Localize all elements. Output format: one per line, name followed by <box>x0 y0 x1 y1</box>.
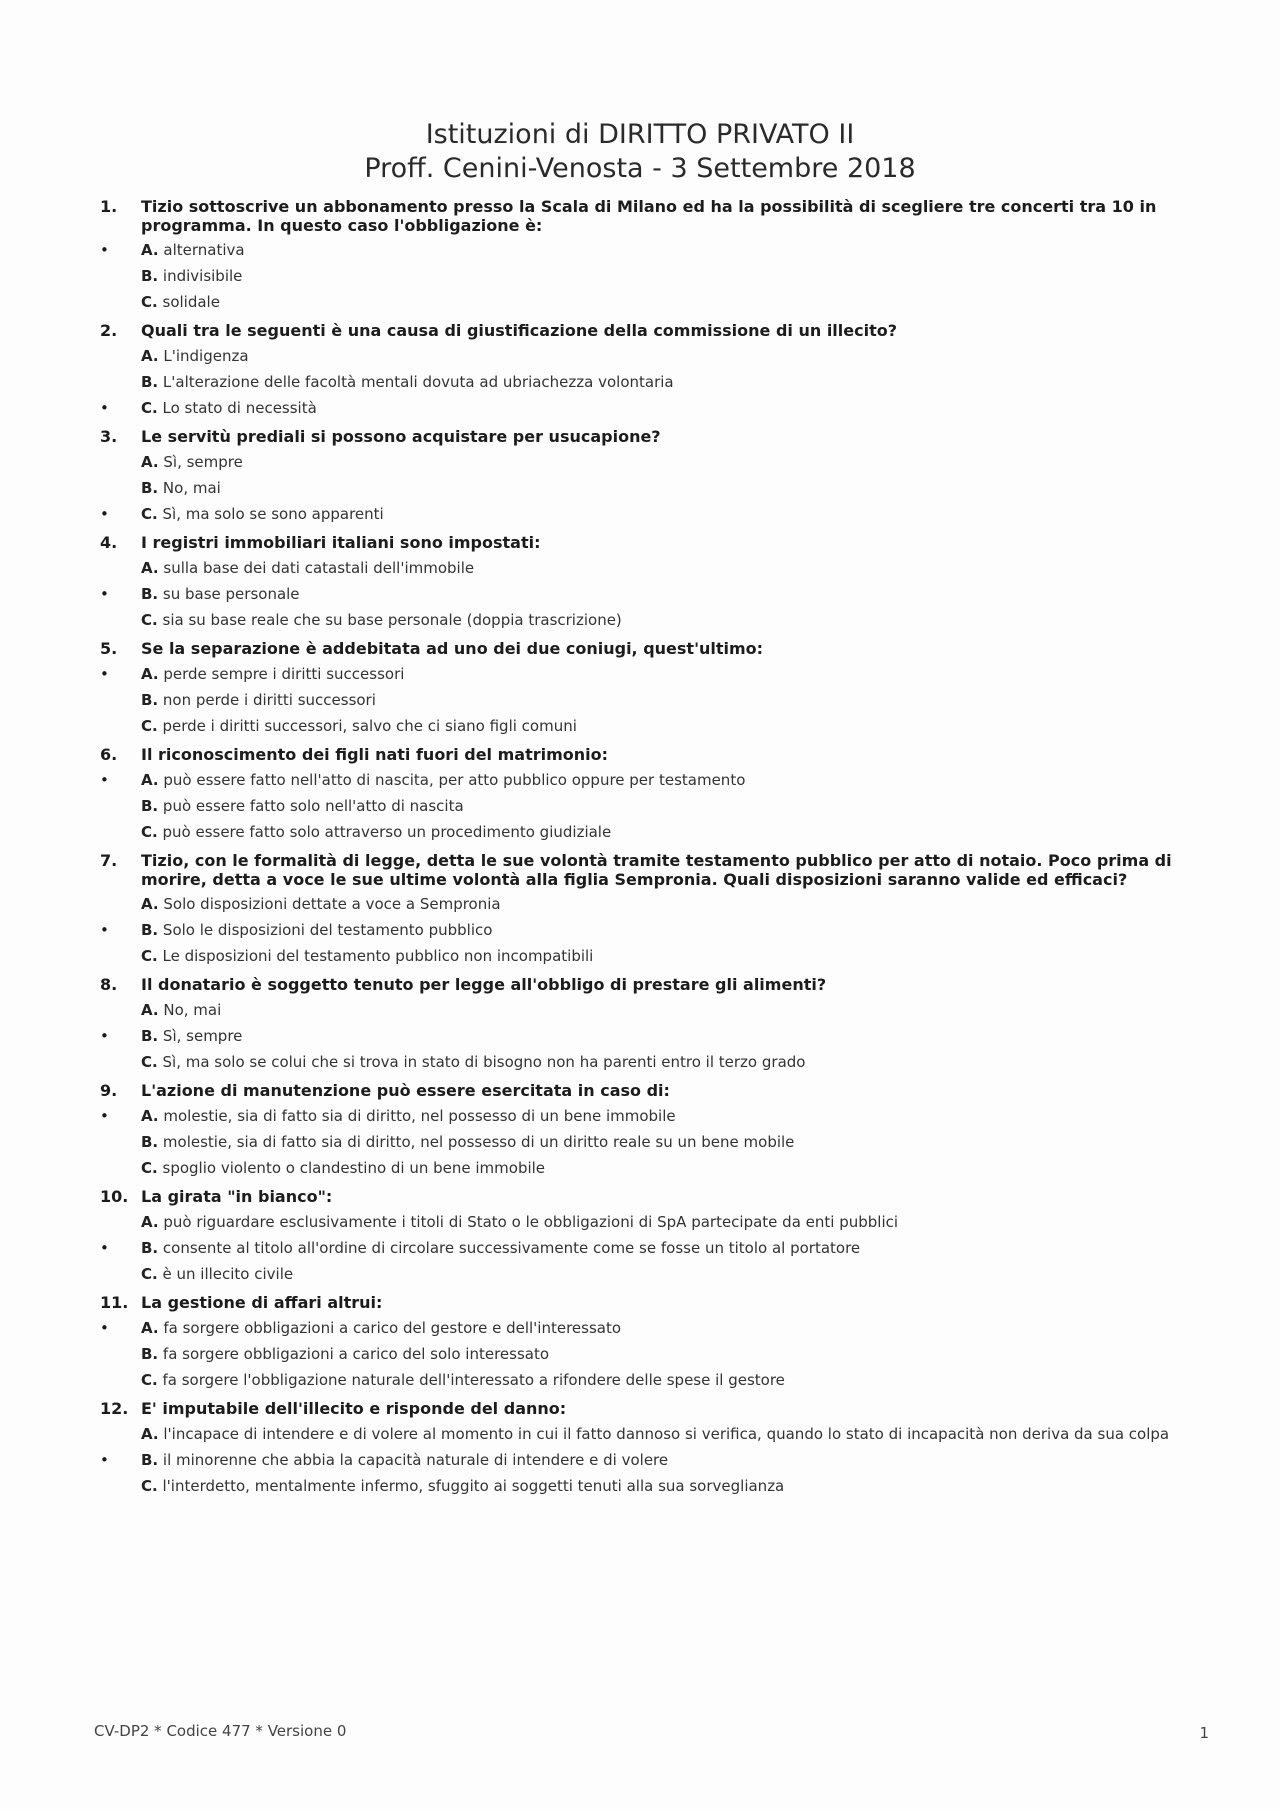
option-letter: C. <box>141 947 158 965</box>
answer-option <box>100 1103 1200 1129</box>
option-text: Solo le disposizioni del testamento pubblico <box>162 921 493 939</box>
option-letter: A. <box>141 1319 159 1337</box>
question-list <box>100 197 1200 1505</box>
answer-option <box>100 917 1200 943</box>
option-text: può riguardare esclusivamente i titoli di Stato o le obbligazioni di SpA partecipate da enti pubblici <box>163 1213 899 1231</box>
answer-option <box>141 1049 1200 1075</box>
option-text: è un illecito civile <box>162 1265 294 1283</box>
answer-option <box>141 1473 1200 1499</box>
option-text: può essere fatto nell'atto di nascita, per atto pubblico oppure per testamento <box>163 771 746 789</box>
answer-options <box>100 1421 1200 1499</box>
option-text: molestie, sia di fatto sia di diritto, nel possesso di un bene immobile <box>163 1107 676 1125</box>
answer-option <box>141 1155 1200 1181</box>
question-number: 11. <box>100 1293 129 1312</box>
answer-option <box>100 581 1200 607</box>
option-letter: B. <box>141 691 159 709</box>
question-text: La gestione di affari altrui: <box>141 1293 383 1312</box>
answer-marker-icon: • <box>100 399 109 417</box>
answer-option <box>100 501 1200 527</box>
answer-option <box>141 997 1200 1023</box>
answer-option <box>100 395 1200 421</box>
question-item <box>100 851 1200 969</box>
answer-option <box>141 555 1200 581</box>
answer-option <box>141 713 1200 739</box>
option-text: l'interdetto, mentalmente infermo, sfuggito ai soggetti tenuti alla sua sorveglianza <box>162 1477 785 1495</box>
answer-option <box>100 767 1200 793</box>
question-number: 1. <box>100 197 118 216</box>
answer-marker-icon: • <box>100 665 109 683</box>
option-letter: B. <box>141 921 159 939</box>
answer-options <box>100 555 1200 633</box>
option-text: fa sorgere obbligazioni a carico del solo interessato <box>162 1345 550 1363</box>
option-letter: A. <box>141 347 159 365</box>
answer-option <box>100 1315 1200 1341</box>
page-number: 1 <box>1199 1724 1209 1742</box>
option-text: consente al titolo all'ordine di circolare successivamente come se fosse un titolo al portatore <box>162 1239 861 1257</box>
question-number: 5. <box>100 639 118 658</box>
answer-option <box>141 1341 1200 1367</box>
answer-marker-icon: • <box>100 505 109 523</box>
answer-marker-icon: • <box>100 1319 109 1337</box>
course-title: Istituzioni di DIRITTO PRIVATO II <box>425 119 855 150</box>
option-letter: B. <box>141 1027 159 1045</box>
option-letter: C. <box>141 399 158 417</box>
answer-options <box>100 661 1200 739</box>
option-letter: C. <box>141 1477 158 1495</box>
option-text: perde sempre i diritti successori <box>163 665 405 683</box>
question-number: 9. <box>100 1081 118 1100</box>
option-text: non perde i diritti successori <box>162 691 376 709</box>
option-text: Lo stato di necessità <box>162 399 317 417</box>
answer-option <box>141 1367 1200 1393</box>
option-letter: B. <box>141 797 159 815</box>
answer-option <box>100 1023 1200 1049</box>
option-text: fa sorgere l'obbligazione naturale dell'interessato a rifondere delle spese il gestore <box>162 1371 785 1389</box>
question-text: Le servitù prediali si possono acquistare per usucapione? <box>141 427 661 446</box>
option-letter: C. <box>141 1265 158 1283</box>
question-item <box>100 1293 1200 1393</box>
answer-options <box>100 767 1200 845</box>
question-text: Quali tra le seguenti è una causa di giustificazione della commissione di un illecito? <box>141 321 898 340</box>
answer-option <box>141 1129 1200 1155</box>
answer-options <box>100 449 1200 527</box>
option-letter: A. <box>141 665 159 683</box>
answer-option <box>100 661 1200 687</box>
answer-options <box>100 1315 1200 1393</box>
answer-option <box>141 263 1200 289</box>
option-letter: A. <box>141 1425 159 1443</box>
option-letter: C. <box>141 823 158 841</box>
question-text: La girata "in bianco": <box>141 1187 333 1206</box>
option-letter: B. <box>141 1239 159 1257</box>
answer-options <box>100 1209 1200 1287</box>
question-text: L'azione di manutenzione può essere esercitata in caso di: <box>141 1081 670 1100</box>
answer-marker-icon: • <box>100 1107 109 1125</box>
answer-option <box>141 1261 1200 1287</box>
question-text: Tizio, con le formalità di legge, detta le sue volontà tramite testamento pubblico per atto di notaio. Poco prima di morire, detta a voce le sue ultime volontà alla figlia Sempronia. Quali disposizioni saranno valide ed efficaci? <box>141 851 1172 889</box>
option-letter: A. <box>141 1213 159 1231</box>
question-number: 2. <box>100 321 118 340</box>
answer-options <box>100 891 1200 969</box>
footer-code: CV-DP2 * Codice 477 * Versione 0 <box>94 1722 347 1740</box>
option-text: il minorenne che abbia la capacità naturale di intendere e di volere <box>162 1451 669 1469</box>
answer-options <box>100 1103 1200 1181</box>
answer-option <box>100 237 1200 263</box>
answer-marker-icon: • <box>100 921 109 939</box>
question-item <box>100 1187 1200 1287</box>
answer-option <box>141 289 1200 315</box>
option-letter: B. <box>141 373 159 391</box>
option-letter: A. <box>141 771 159 789</box>
question-item <box>100 639 1200 739</box>
answer-option <box>141 819 1200 845</box>
question-item <box>100 975 1200 1075</box>
answer-option <box>100 1235 1200 1261</box>
option-text: fa sorgere obbligazioni a carico del gestore e dell'interessato <box>163 1319 622 1337</box>
option-letter: C. <box>141 1159 158 1177</box>
answer-marker-icon: • <box>100 241 109 259</box>
option-text: Sì, ma solo se sono apparenti <box>162 505 384 523</box>
answer-option <box>100 1447 1200 1473</box>
option-text: può essere fatto solo nell'atto di nascita <box>162 797 464 815</box>
answer-option <box>141 369 1200 395</box>
question-text: Tizio sottoscrive un abbonamento presso la Scala di Milano ed ha la possibilità di scegliere tre concerti tra 10 in programma. In questo caso l'obbligazione è: <box>141 197 1157 235</box>
answer-option <box>141 343 1200 369</box>
answer-marker-icon: • <box>100 771 109 789</box>
answer-marker-icon: • <box>100 1239 109 1257</box>
question-item <box>100 321 1200 421</box>
question-text: Se la separazione è addebitata ad uno dei due coniugi, quest'ultimo: <box>141 639 764 658</box>
option-text: alternativa <box>163 241 245 259</box>
question-item <box>100 745 1200 845</box>
option-letter: B. <box>141 1133 159 1151</box>
option-letter: B. <box>141 585 159 603</box>
option-text: Solo disposizioni dettate a voce a Sempronia <box>163 895 501 913</box>
option-letter: B. <box>141 1345 159 1363</box>
option-text: perde i diritti successori, salvo che ci siano figli comuni <box>162 717 577 735</box>
answer-option <box>141 687 1200 713</box>
option-text: No, mai <box>162 479 221 497</box>
question-item <box>100 1081 1200 1181</box>
option-text: Sì, sempre <box>163 453 243 471</box>
answer-option <box>141 475 1200 501</box>
option-text: l'incapace di intendere e di volere al momento in cui il fatto dannoso si verifica, quando lo stato di incapacità non deriva da sua colpa <box>163 1425 1170 1443</box>
question-number: 10. <box>100 1187 129 1206</box>
option-text: sulla base dei dati catastali dell'immobile <box>163 559 475 577</box>
answer-option <box>141 891 1200 917</box>
question-text: Il riconoscimento dei figli nati fuori del matrimonio: <box>141 745 609 764</box>
answer-marker-icon: • <box>100 1451 109 1469</box>
option-text: Le disposizioni del testamento pubblico non incompatibili <box>162 947 594 965</box>
option-letter: C. <box>141 717 158 735</box>
option-text: sia su base reale che su base personale (doppia trascrizione) <box>162 611 622 629</box>
option-letter: B. <box>141 479 159 497</box>
option-text: Sì, sempre <box>162 1027 243 1045</box>
option-letter: A. <box>141 895 159 913</box>
answer-option <box>141 1421 1200 1447</box>
option-letter: A. <box>141 1107 159 1125</box>
answer-option <box>141 607 1200 633</box>
option-letter: C. <box>141 505 158 523</box>
answer-marker-icon: • <box>100 1027 109 1045</box>
question-number: 3. <box>100 427 118 446</box>
answer-option <box>141 1209 1200 1235</box>
option-letter: A. <box>141 559 159 577</box>
option-text: indivisibile <box>162 267 243 285</box>
option-letter: C. <box>141 1371 158 1389</box>
answer-option <box>141 793 1200 819</box>
option-text: spoglio violento o clandestino di un bene immobile <box>162 1159 546 1177</box>
option-letter: B. <box>141 1451 159 1469</box>
option-letter: B. <box>141 267 159 285</box>
option-text: L'alterazione delle facoltà mentali dovuta ad ubriachezza volontaria <box>162 373 674 391</box>
question-number: 8. <box>100 975 118 994</box>
option-text: solidale <box>162 293 220 311</box>
question-number: 6. <box>100 745 118 764</box>
question-item <box>100 533 1200 633</box>
exam-header <box>0 118 1280 186</box>
question-number: 7. <box>100 851 118 870</box>
question-item <box>100 427 1200 527</box>
option-text: No, mai <box>163 1001 222 1019</box>
option-text: su base personale <box>162 585 300 603</box>
option-letter: C. <box>141 611 158 629</box>
answer-options <box>100 343 1200 421</box>
answer-options <box>100 237 1200 315</box>
question-item <box>100 1399 1200 1499</box>
answer-option <box>141 943 1200 969</box>
option-text: molestie, sia di fatto sia di diritto, nel possesso di un diritto reale su un bene mobile <box>162 1133 795 1151</box>
option-letter: A. <box>141 1001 159 1019</box>
question-item <box>100 197 1200 315</box>
option-letter: C. <box>141 1053 158 1071</box>
question-text: I registri immobiliari italiani sono impostati: <box>141 533 541 552</box>
option-text: può essere fatto solo attraverso un procedimento giudiziale <box>162 823 612 841</box>
question-text: Il donatario è soggetto tenuto per legge all'obbligo di prestare gli alimenti? <box>141 975 827 994</box>
question-text: E' imputabile dell'illecito e risponde del danno: <box>141 1399 567 1418</box>
option-text: L'indigenza <box>163 347 249 365</box>
option-letter: A. <box>141 241 159 259</box>
option-letter: C. <box>141 293 158 311</box>
option-letter: A. <box>141 453 159 471</box>
exam-date-title: Proff. Cenini-Venosta - 3 Settembre 2018 <box>364 153 916 184</box>
question-number: 12. <box>100 1399 129 1418</box>
answer-option <box>141 449 1200 475</box>
question-number: 4. <box>100 533 118 552</box>
answer-marker-icon: • <box>100 585 109 603</box>
option-text: Sì, ma solo se colui che si trova in stato di bisogno non ha parenti entro il terzo grado <box>162 1053 806 1071</box>
answer-options <box>100 997 1200 1075</box>
